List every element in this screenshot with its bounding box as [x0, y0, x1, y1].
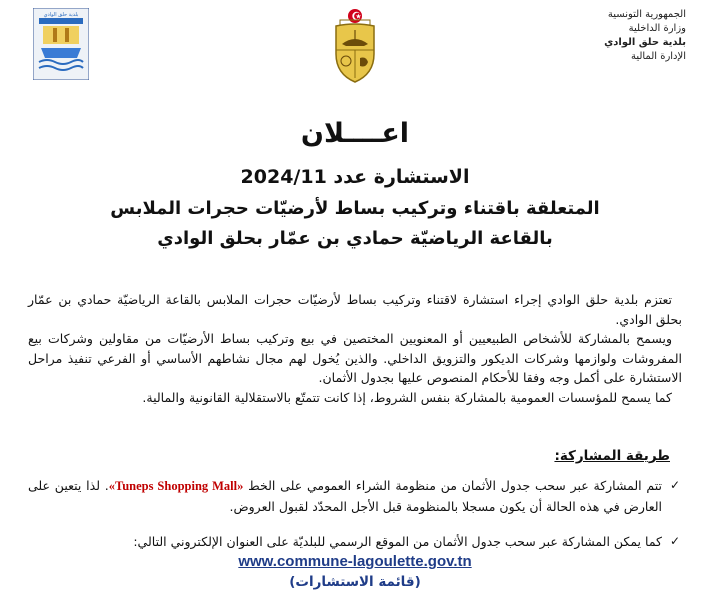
bullet2-text: كما يمكن المشاركة عبر سحب جدول الأثمان من الموقع الرسمي للبلديّة على العنوان الإلكتروني التالي: — [133, 534, 662, 549]
issuer-block — [496, 8, 686, 64]
logo-caption: بلدية حلق الوادي — [43, 12, 79, 18]
bullet1-text-after: . لذا يتعين على العارض في هذه الحالة أن يكون مسجلا بالمنظومة قبل الأجل المحدّد لقبول العروض. — [28, 478, 662, 514]
republic-label: الجمهورية التونسية — [607, 9, 686, 20]
paragraph-intent: تعتزم بلدية حلق الوادي إجراء استشارة لاقتناء وتركيب بساط لأرضيّات حجرات الملابس بالقاعة الرياضيّة حمادي بن عمّار بحلق الوادي. — [28, 292, 682, 327]
municipality-label: بلدية حلق الوادي — [604, 37, 686, 48]
tunisia-emblem-icon — [322, 6, 388, 86]
department-label: الإدارة المالية — [630, 51, 686, 62]
ministry-label: وزارة الداخلية — [628, 23, 686, 34]
participation-heading: طريقة المشاركة: — [554, 448, 670, 464]
checkmark-icon: ✓ — [669, 534, 680, 548]
participation-bullet-website — [28, 532, 682, 552]
consultation-number: الاستشارة عدد 2024/11 — [240, 166, 470, 188]
subject-line-2: بالقاعة الرياضيّة حمادي بن عمّار بحلق الوادي — [157, 228, 553, 249]
consultations-list-note: (قائمة الاستشارات) — [289, 574, 421, 590]
municipality-logo-icon — [33, 8, 89, 80]
announcement-title: اعــــلان — [300, 118, 410, 149]
subject-line-1: المتعلقة باقتناء وتركيب بساط لأرضيّات حجرات الملابس — [110, 198, 600, 219]
bullet1-text-before: تتم المشاركة عبر سحب جدول الأثمان من منظومة الشراء العمومي على الخط — [243, 478, 663, 493]
paragraph-public-institutions: كما يسمح للمؤسسات العمومية بالمشاركة بنفس الشروط، إذا كانت تتمتّع بالاستقلالية القانونية والمالية. — [142, 389, 672, 405]
announcement-body — [28, 290, 682, 407]
municipality-website-link[interactable]: www.commune-lagoulette.gov.tn — [238, 553, 472, 570]
tuneps-platform-name: «Tuneps Shopping Mall» — [108, 479, 244, 493]
paragraph-eligibility: ويسمح بالمشاركة للأشخاص الطبيعيين أو المعنويين المختصين في بيع وتركيب بساط الأرضيّات من مقاولين وشركات بيع المفروشات ولوازمها وشركات الديكور والتزويق الداخلي. والذين يُخول لهم مجال نشاطهم الأساسي أو الفرعي تنفيذ مراحل الاستشارة على أكمل وجه وفقا للأحكام المنصوص عليها بجدول الأثمان. — [28, 331, 682, 385]
participation-bullet-tuneps — [28, 476, 682, 516]
checkmark-icon: ✓ — [669, 478, 680, 492]
